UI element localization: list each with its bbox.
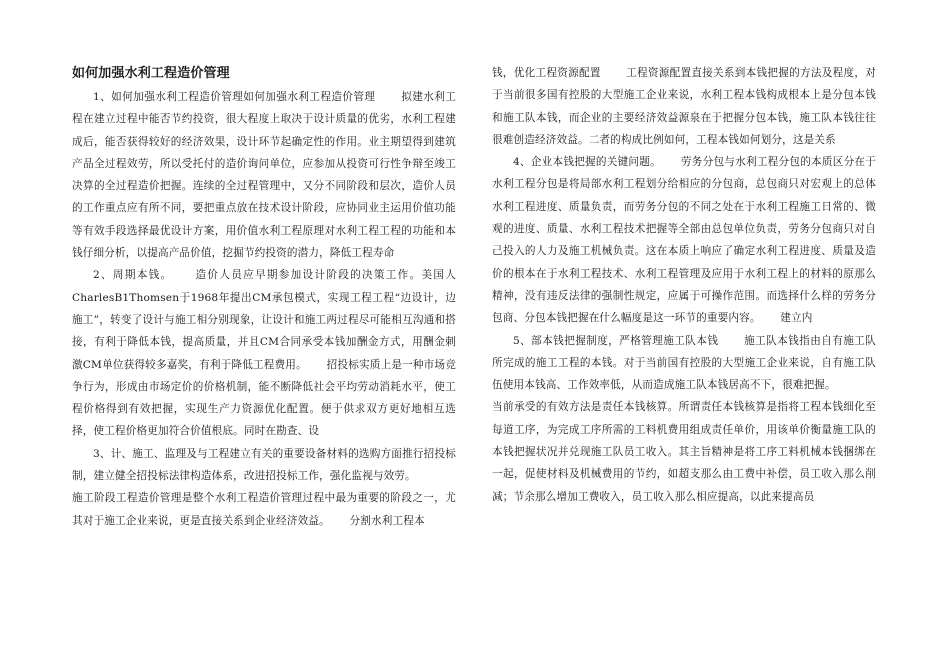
document-title: 如何加强水利工程造价管理 xyxy=(72,66,230,81)
right-column xyxy=(492,62,876,508)
paragraph-5: 钱，优化工程资源配置 工程资源配置直接关系到本钱把握的方法及程度，对于当前很多国有控股的大型施工企业来说，水利工程本钱构成根本上是分包本钱和施工队本钱，而企业的主要经济效益源泉在于把握分包本钱，施工队本钱往往很难创造经济效益。二者的构成比例如何，工程本钱如何划分，这是关系 xyxy=(492,67,876,146)
paragraph-1: 1、如何加强水利工程造价管理如何加强水利工程造价管理 拟建水利工程在建立过程中能否节约投资，很大程度上取决于设计质量的优劣，水利工程建成后，能否获得较好的经济效果，设计环节起确定性的作用。业主期望得到建筑产品全过程效劳，所以受托付的造价询问单位，应参加从投资可行性争辩至竣工决算的全过程造价把握。连续的全过程管理中，又分不同阶段和层次，造价人员的工作重点应有所不同，要把重点放在技术设计阶段，应协同业主运用价值功能等有效手段选择最优设计方案，用价值水利工程原理对水利工程工程的功能和本钱仔细分析，以提高产品价值，挖掘节约投资的潜力，降低工程寿命 xyxy=(72,91,456,260)
paragraph-6: 4、企业本钱把握的关键问题。 劳务分包与水利工程分包的本质区分在于水利工程分包是将局部水利工程划分给相应的分包商，总包商只对宏观上的总体水利工程进度、质量负责，而劳务分包的不同之处在于水利工程施工日常的、微观的进度、质量、水利工程技术把握等全部由总包单位负责，劳务分包商只对自己投入的人力及施工机械负责。这在本质上响应了确定水利工程进度、质量及造价的根本在于水利工程技术、水利工程管理及应用于水利工程上的材料的原那么精神，没有违反法律的强制性规定，应属于可操作范围。而选择什么样的劳务分包商、分包本钱把握在什么幅度是这一环节的重要内容。 建立内 xyxy=(492,156,876,325)
paragraph-4: 施工阶段工程造价管理是整个水利工程造价管理过程中最为重要的阶段之一，尤其对于施工企业来说，更是直接关系到企业经济效益。 分割水利工程本 xyxy=(72,492,456,527)
paragraph-3: 3、计、施工、监理及与工程建立有关的重要设备材料的选购方面推行招投标制，建立健全招投标法律构造体系，改进招投标工作，强化监视与效劳。 xyxy=(72,447,456,483)
left-column xyxy=(72,62,456,532)
paragraph-2: 2、周期本钱。 造价人员应早期参加设计阶段的决策工作。美国人CharlesB1Thomsen于1968年提出CM承包模式，实现工程工程“边设计，边施工”，转变了设计与施工相分别现象，让设计和施工两过程尽可能相互沟通和搭接，有利于降低本钱，提高质量，并且CM合同承受本钱加酬金方式，用酬金刺激CM单位获得较多嘉奖，有利于降低工程费用。 招投标实质上是一种市场竞争行为，形成由市场定价的价格机制，能不断降低社会平均劳动消耗水平，使工程价格得到有效把握，实现生产力资源优化配置。便于供求双方更好地相互选择，使工程价格更加符合价值根底。同时在勘查、设 xyxy=(72,269,456,438)
paragraph-8: 当前承受的有效方法是责任本钱核算。所谓责任本钱核算是指将工程本钱细化至每道工序，为完成工序所需的工料机费用组成责任单价，用该单价衡量施工队的本钱把握状况并兑现施工队员工收入。其主旨精神是将工序工料机械本钱捆绑在一起，促使材料及机械费用的节约，如超支那么由工费中补偿，员工收入那么削减；节余那么增加工费收入，员工收入那么相应提高，以此来提高员 xyxy=(492,401,876,503)
paragraph-7: 5、部本钱把握制度，严格管理施工队本钱 施工队本钱指由自有施工队所完成的施工工程的本钱。对于当前国有控股的大型施工企业来说，自有施工队伍使用本钱高、工作效率低，从而造成施工队本钱居高不下，很难把握。 xyxy=(492,334,876,392)
